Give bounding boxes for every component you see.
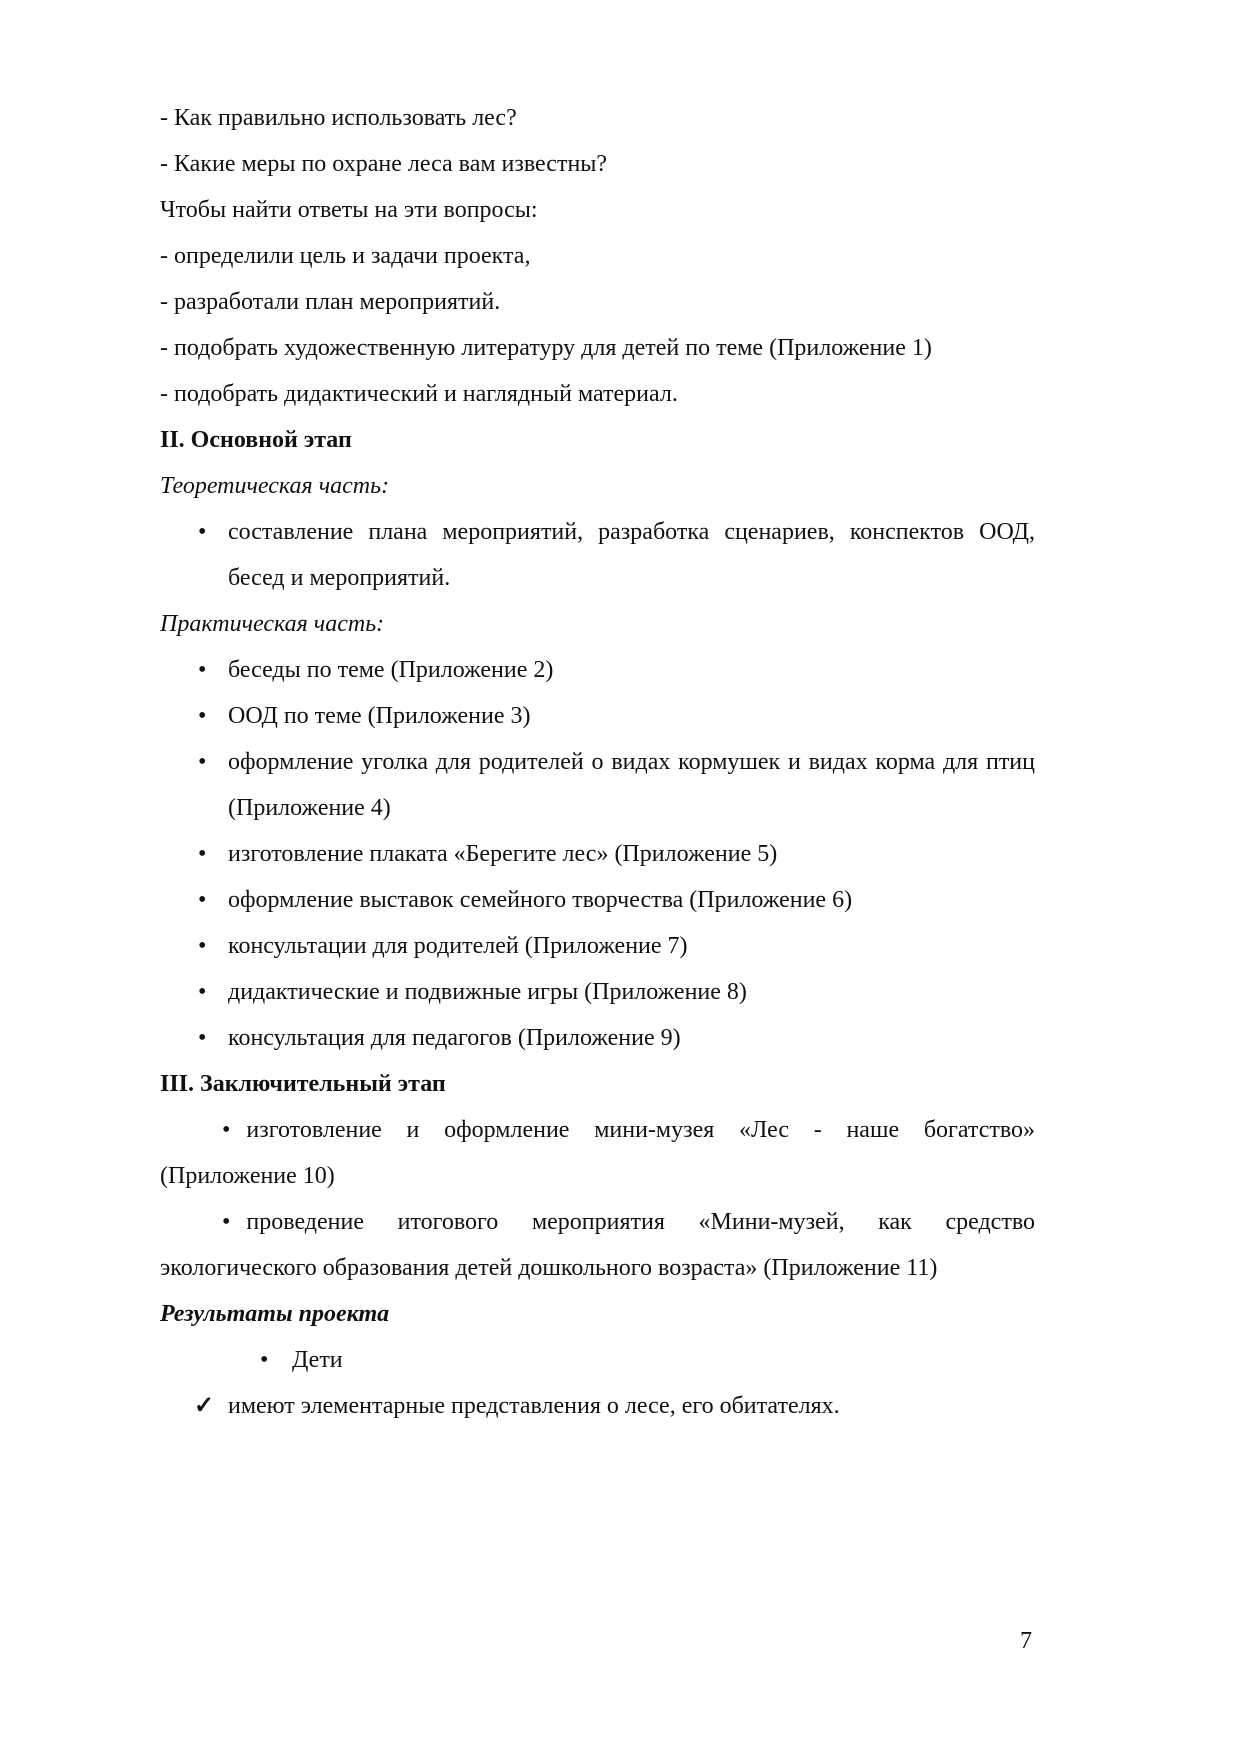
paragraph: - подобрать художественную литературу для детей по теме (Приложение 1) (160, 335, 932, 361)
bullet-icon: • (198, 933, 207, 959)
paragraph: - Как правильно использовать лес? (160, 105, 517, 131)
list-item-text: оформление уголка для родителей о видах кормушек и видах корма для птиц (Приложение 4) (228, 749, 1035, 821)
list-item (160, 969, 1035, 1015)
list-item-text: оформление выставок семейного творчества (Приложение 6) (228, 887, 853, 913)
paragraph: - определили цель и задачи проекта, (160, 243, 531, 269)
paragraph: - подобрать дидактический и наглядный материал. (160, 381, 678, 407)
paragraph: - разработали план мероприятий. (160, 289, 501, 315)
bullet-icon: • (222, 1117, 231, 1143)
list-item-text: имеют элементарные представления о лесе, его обитателях. (228, 1393, 840, 1419)
list-item (160, 1383, 1035, 1429)
bullet-icon: • (198, 519, 207, 545)
list-item (160, 693, 1035, 739)
bullet-icon: • (198, 887, 207, 913)
bullet-icon: • (198, 749, 207, 775)
subsection-heading-practice: Практическая часть: (160, 611, 385, 637)
list-item-text: ООД по теме (Приложение 3) (228, 703, 531, 729)
list-item (160, 877, 1035, 923)
bullet-icon: • (198, 841, 207, 867)
bullet-icon: • (260, 1347, 269, 1373)
paragraph (160, 1199, 1035, 1291)
list-item (160, 647, 1035, 693)
page-number: 7 (1020, 1628, 1032, 1654)
list-item-text: дидактические и подвижные игры (Приложение 8) (228, 979, 747, 1005)
list-item-text: консультация для педагогов (Приложение 9) (228, 1025, 681, 1051)
bullet-icon: • (198, 657, 207, 683)
section-heading-main-stage: II. Основной этап (160, 427, 352, 453)
list-item-text: Дети (292, 1347, 343, 1373)
list-item-text: составление плана мероприятий, разработка сценариев, конспектов ООД, бесед и мероприятий. (228, 519, 1035, 591)
list-item (160, 509, 1035, 601)
list-item (160, 831, 1035, 877)
bullet-icon: • (198, 1025, 207, 1051)
list-item (160, 739, 1035, 831)
list-item-text: беседы по теме (Приложение 2) (228, 657, 554, 683)
checkmark-icon: ✓ (194, 1393, 215, 1419)
list-item-text: консультации для родителей (Приложение 7) (228, 933, 688, 959)
paragraph: Чтобы найти ответы на эти вопросы: (160, 197, 538, 223)
subsection-heading-results: Результаты проекта (160, 1301, 390, 1327)
list-item (160, 1015, 1035, 1061)
paragraph-text: проведение итогового мероприятия «Мини-музей, как средство экологического образования детей дошкольного возраста» (Приложение 11) (160, 1209, 1035, 1281)
bullet-icon: • (198, 703, 207, 729)
list-item-text: изготовление плаката «Берегите лес» (Приложение 5) (228, 841, 778, 867)
paragraph-text: изготовление и оформление мини-музея «Лес - наше богатство» (Приложение 10) (160, 1117, 1035, 1189)
section-heading-final-stage: III. Заключительный этап (160, 1071, 446, 1097)
list-item (160, 923, 1035, 969)
subsection-heading-theory: Теоретическая часть: (160, 473, 390, 499)
bullet-icon: • (198, 979, 207, 1005)
list-item (160, 1337, 1035, 1383)
paragraph (160, 1107, 1035, 1199)
paragraph: - Какие меры по охране леса вам известны? (160, 151, 608, 177)
bullet-icon: • (222, 1209, 231, 1235)
